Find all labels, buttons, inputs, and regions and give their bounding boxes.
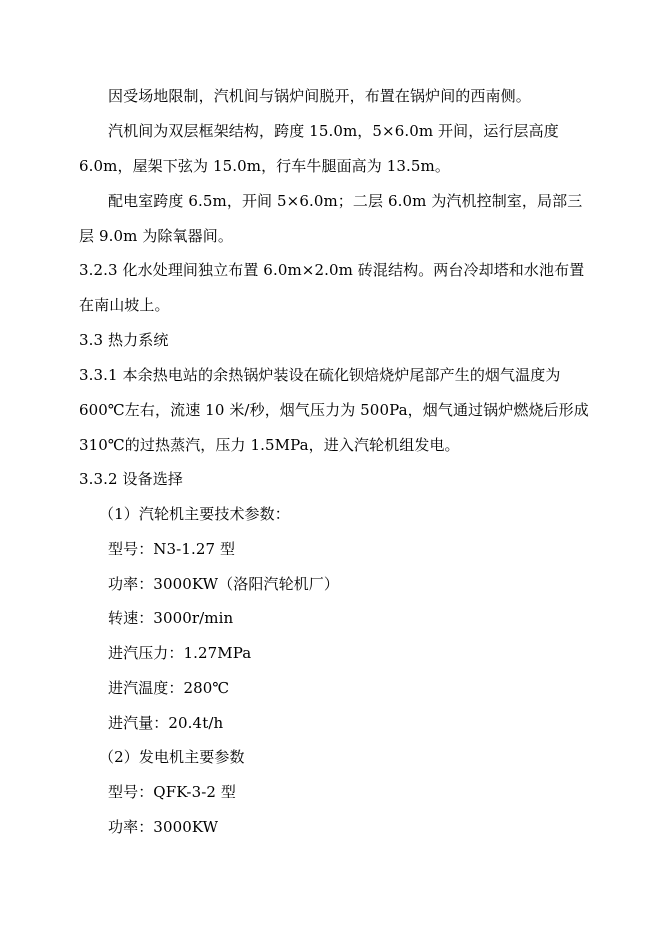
spec-line-inlet-temperature: 进汽温度：280℃: [108, 679, 230, 697]
paragraph-line-3: 6.0m，屋架下弦为 15.0m，行车牛腿面高为 13.5m。: [79, 157, 450, 175]
paragraph-line-4: 配电室跨度 6.5m，开间 5×6.0m；二层 6.0m 为汽机控制室，局部三: [108, 192, 583, 210]
paragraph-line-2: 汽机间为双层框架结构，跨度 15.0m，5×6.0m 开间，运行层高度: [108, 122, 559, 140]
subheading-generator: （2）发电机主要参数: [99, 748, 245, 766]
paragraph-line-10: 310℃的过热蒸汽，压力 1.5MPa，进入汽轮机组发电。: [79, 436, 460, 454]
spec-line-generator-power: 功率：3000KW: [108, 818, 219, 836]
section-heading-3-3-2: 3.3.2 设备选择: [79, 470, 183, 488]
paragraph-line-6: 3.2.3 化水处理间独立布置 6.0m×2.0m 砖混结构。两台冷却塔和水池布置: [79, 261, 585, 279]
paragraph-line-8: 3.3.1 本余热电站的余热锅炉装设在硫化钡焙烧炉尾部产生的烟气温度为: [79, 366, 561, 384]
spec-line-generator-model: 型号：QFK-3-2 型: [108, 783, 237, 801]
paragraph-line-5: 层 9.0m 为除氧器间。: [79, 227, 233, 245]
spec-line-inlet-pressure: 进汽压力：1.27MPa: [108, 644, 252, 662]
spec-line-model: 型号：N3-1.27 型: [108, 540, 236, 558]
paragraph-line-1: 因受场地限制，汽机间与锅炉间脱开，布置在锅炉间的西南侧。: [108, 87, 531, 105]
spec-line-power: 功率：3000KW（洛阳汽轮机厂）: [108, 575, 339, 593]
paragraph-line-7: 在南山坡上。: [79, 296, 170, 314]
subheading-turbine: （1）汽轮机主要技术参数：: [99, 505, 290, 523]
section-heading-3-3: 3.3 热力系统: [79, 331, 169, 349]
spec-line-speed: 转速：3000r/min: [108, 609, 234, 627]
paragraph-line-9: 600℃左右，流速 10 米/秒，烟气压力为 500Pa，烟气通过锅炉燃烧后形成: [79, 401, 589, 419]
spec-line-steam-flow: 进汽量：20.4t/h: [108, 714, 224, 732]
